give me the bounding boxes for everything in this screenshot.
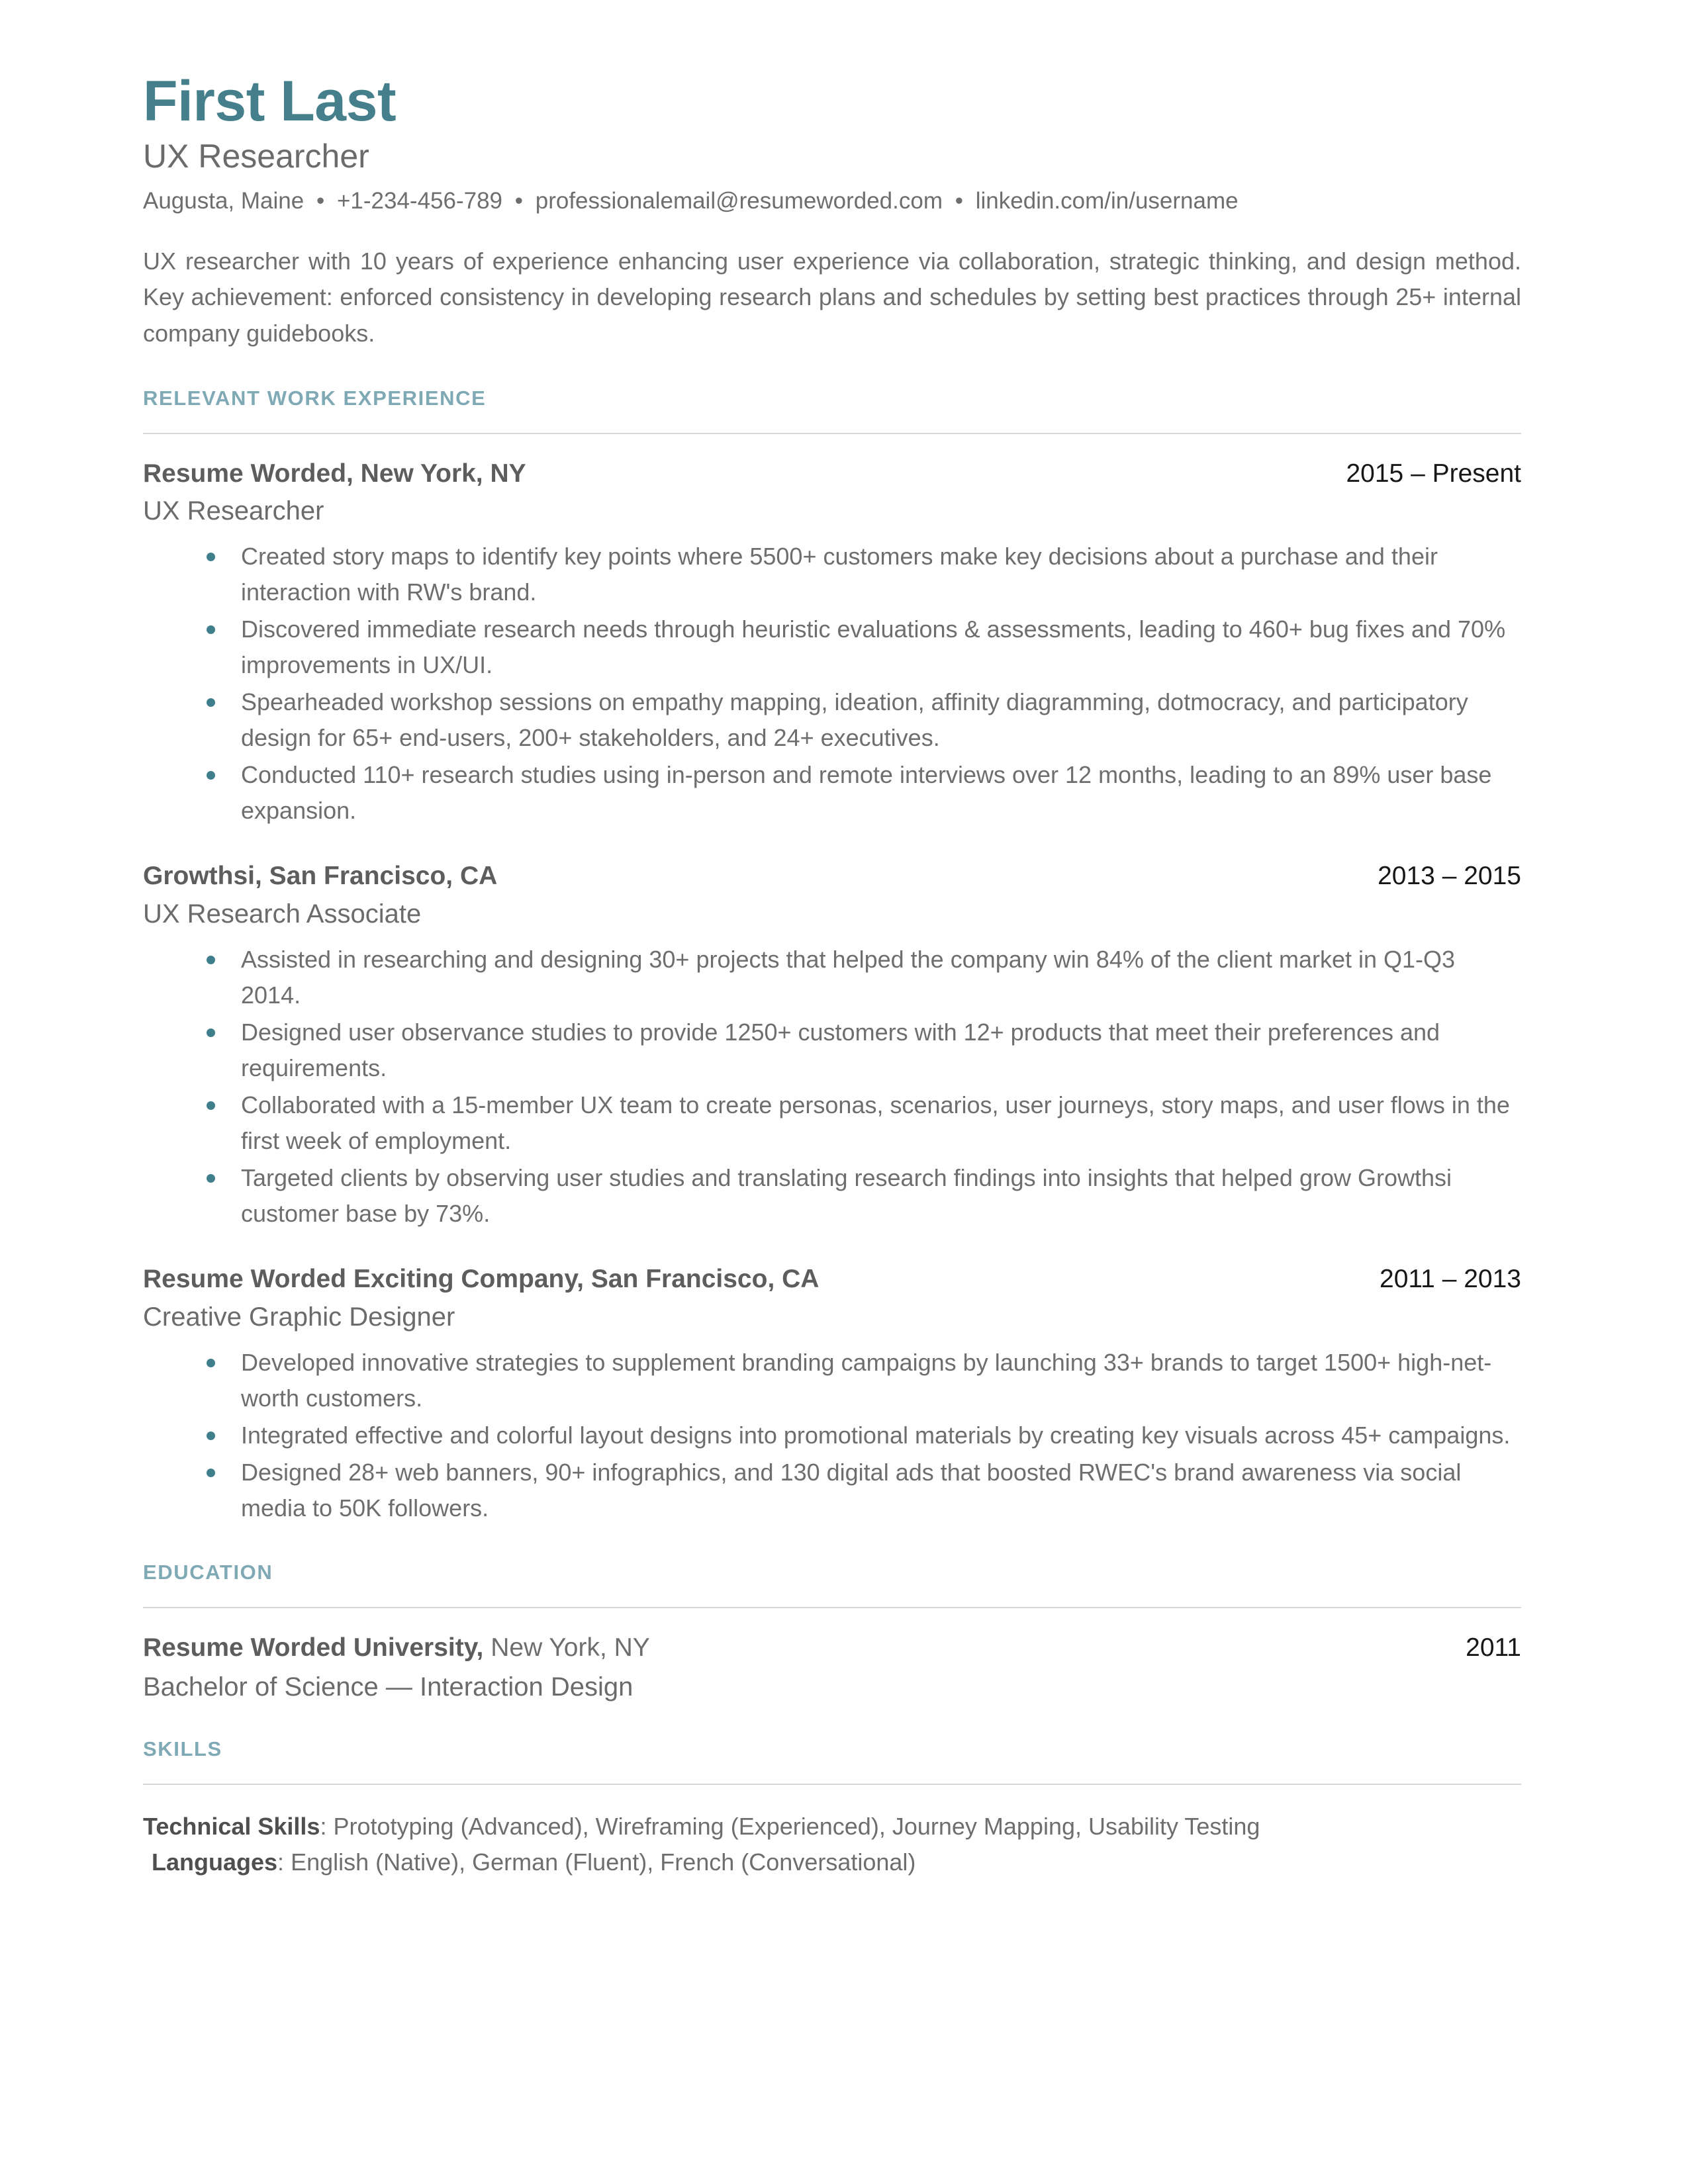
education-entry-header (143, 1632, 1521, 1664)
spacer (143, 1527, 1521, 1561)
candidate-job-title: UX Researcher (143, 138, 369, 175)
experience-entry-header (143, 860, 1521, 893)
experience-bullet: Conducted 110+ research studies using in-person and remote interviews over 12 months, leading to an 89% user base expansion. (143, 757, 1521, 829)
skill-line (143, 1809, 1521, 1845)
experience-role: UX Researcher (143, 496, 324, 526)
skill-line (143, 1844, 1521, 1881)
spacer (143, 830, 1521, 860)
experience-section (143, 387, 1521, 1526)
experience-company: Resume Worded, New York, NY (143, 459, 526, 488)
education-section-heading: EDUCATION (143, 1560, 273, 1584)
experience-bullet-list (143, 942, 1521, 1232)
experience-bullet: Collaborated with a 15-member UX team to create personas, scenarios, user journeys, story maps, and user flows in the first week of employment. (143, 1087, 1521, 1159)
experience-bullet: Designed user observance studies to provide 1250+ customers with 12+ products that meet their preferences and requirements. (143, 1015, 1521, 1086)
education-year: 2011 (1466, 1633, 1521, 1662)
experience-bullet-list (143, 539, 1521, 829)
experience-bullet: Discovered immediate research needs through heuristic evaluations & assessments, leading to 460+ bug fixes and 70% improvements in UX/UI. (143, 612, 1521, 683)
experience-role: Creative Graphic Designer (143, 1302, 455, 1332)
experience-entry-header (143, 458, 1521, 490)
contact-separator-icon: • (955, 188, 963, 214)
education-entry-list (143, 1632, 1521, 1704)
education-degree: Bachelor of Science — Interaction Design (143, 1672, 633, 1702)
experience-bullet: Integrated effective and colorful layout designs into promotional materials by creating key visuals across 45+ campaigns. (143, 1418, 1521, 1453)
experience-bullet: Assisted in researching and designing 30+ projects that helped the company win 84% of the client market in Q1-Q3 2014. (143, 942, 1521, 1013)
professional-summary: UX researcher with 10 years of experience enhancing user experience via collaboration, strategic thinking, and design method. Key achievement: enforced consistency in developing research plans and schedules by setting best practices through 25+ internal company guidebooks. (143, 247, 1521, 347)
skill-value: English (Native), German (Fluent), French (Conversational) (291, 1848, 916, 1876)
skills-section-heading: SKILLS (143, 1737, 222, 1760)
experience-bullet: Developed innovative strategies to supplement branding campaigns by launching 33+ brands to target 1500+ high-net-worth customers. (143, 1345, 1521, 1416)
experience-entry (143, 1263, 1521, 1526)
resume-content (143, 71, 1521, 1881)
experience-company: Resume Worded Exciting Company, San Francisco, CA (143, 1265, 820, 1294)
education-section (143, 1561, 1521, 1704)
contact-separator-icon: • (316, 188, 325, 214)
experience-dates: 2015 – Present (1346, 459, 1521, 488)
contact-linkedin[interactable]: linkedin.com/in/username (975, 188, 1239, 214)
contact-phone: +1-234-456-789 (336, 188, 503, 214)
section-divider (143, 1607, 1521, 1608)
experience-entry (143, 458, 1521, 829)
education-entry (143, 1632, 1521, 1704)
spacer (143, 1233, 1521, 1263)
experience-bullet: Targeted clients by observing user studies and translating research findings into insights that helped grow Growthsi customer base by 73%. (143, 1160, 1521, 1232)
resume-header (143, 71, 1521, 352)
contact-email[interactable]: professionalemail@resumeworded.com (535, 188, 943, 214)
skill-separator: : (277, 1848, 291, 1876)
skill-separator: : (320, 1812, 334, 1840)
contact-line (143, 185, 1521, 216)
experience-dates: 2013 – 2015 (1378, 862, 1521, 891)
experience-company: Growthsi, San Francisco, CA (143, 862, 498, 891)
spacer (143, 1704, 1521, 1737)
experience-entry (143, 860, 1521, 1232)
skill-value: Prototyping (Advanced), Wireframing (Experienced), Journey Mapping, Usability Testing (333, 1812, 1260, 1840)
experience-bullet: Designed 28+ web banners, 90+ infographics, and 130 digital ads that boosted RWEC's brand awareness via social media to 50K followers. (143, 1455, 1521, 1526)
contact-separator-icon: • (514, 188, 524, 214)
skills-list (143, 1809, 1521, 1881)
skill-label: Technical Skills (143, 1812, 320, 1840)
section-divider (143, 1784, 1521, 1785)
contact-location: Augusta, Maine (143, 188, 305, 214)
experience-bullet: Created story maps to identify key points where 5500+ customers make key decisions about a purchase and their interaction with RW's brand. (143, 539, 1521, 610)
experience-entry-header (143, 1263, 1521, 1296)
experience-bullet-list (143, 1345, 1521, 1526)
experience-role: UX Research Associate (143, 899, 422, 929)
experience-entry-list (143, 458, 1521, 1526)
education-school (143, 1632, 650, 1664)
skill-label: Languages (152, 1848, 278, 1876)
candidate-name: First Last (143, 69, 397, 133)
skills-section (143, 1737, 1521, 1881)
education-school-name: Resume Worded University, (143, 1633, 484, 1662)
experience-section-heading: RELEVANT WORK EXPERIENCE (143, 386, 487, 410)
section-divider (143, 433, 1521, 434)
education-school-location: New York, NY (483, 1633, 650, 1662)
experience-dates: 2011 – 2013 (1380, 1265, 1521, 1294)
experience-bullet: Spearheaded workshop sessions on empathy mapping, ideation, affinity diagramming, dotmocracy, and participatory design for 65+ end-users, 200+ stakeholders, and 24+ executives. (143, 684, 1521, 756)
